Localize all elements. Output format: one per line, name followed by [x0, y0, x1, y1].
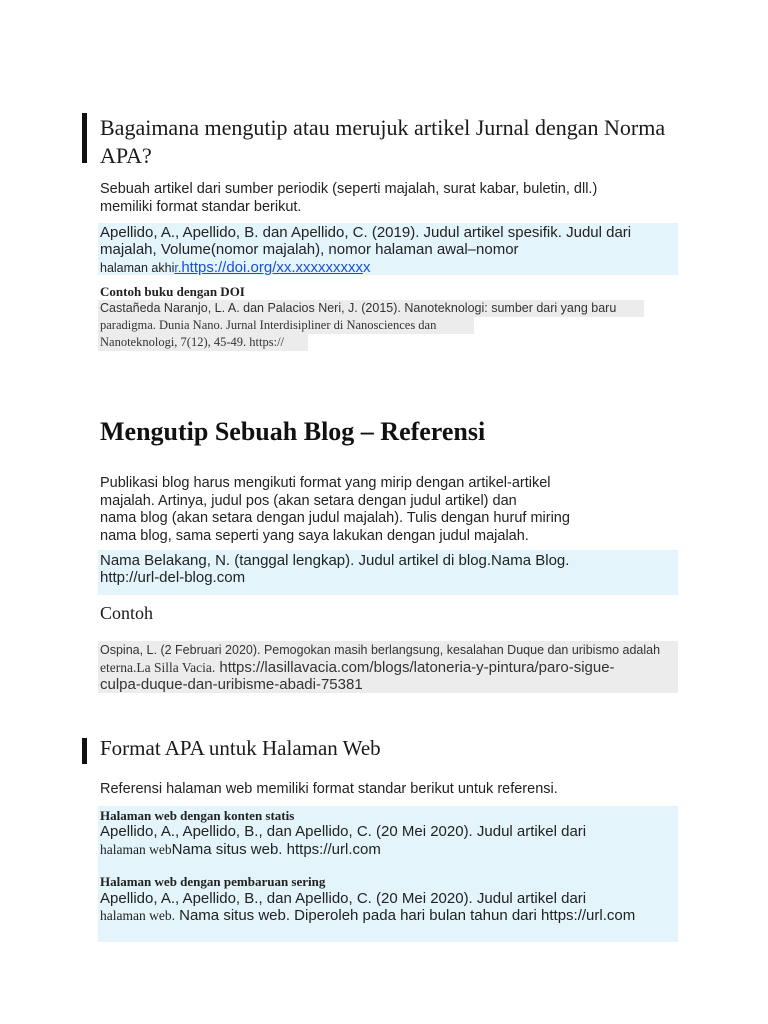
section1-heading-line1: Bagaimana mengutip atau merujuk artikel Jurnal dengan Norma: [100, 115, 666, 140]
journal-format-x: x: [363, 259, 371, 276]
blog-example-line2: [100, 659, 615, 677]
static-line1: Apellido, A., Apellido, B., dan Apellido, C. (20 Mei 2020). Judul artikel dari: [100, 823, 587, 840]
section2-intro-line1: Publikasi blog harus mengikuti format yang mirip dengan artikel-artikel: [100, 475, 551, 491]
section1-intro-line2: memiliki format standar berikut.: [100, 198, 302, 215]
static-title: Halaman web dengan konten statis: [100, 808, 295, 823]
doi-link[interactable]: https://doi.org/xx.xxxxxxxxx: [181, 259, 364, 276]
blog-example-url: https://lasillavacia.com/blogs/latoneria-y-pintura/paro-sigue-: [215, 659, 615, 676]
blog-format-line2: http://url-del-blog.com: [100, 569, 246, 586]
journal-format-line2: majalah, Volume(nomor majalah), nomor halaman awal–nomor: [100, 241, 519, 258]
blog-format-line1: Nama Belakang, N. (tanggal lengkap). Judul artikel di blog.Nama Blog.: [100, 552, 570, 569]
journal-format-line3: [100, 259, 371, 277]
blog-example-label: Contoh: [100, 603, 154, 623]
static-line2: [100, 841, 381, 859]
updated-line2-serif: halaman web.: [100, 908, 175, 923]
updated-title: Halaman web dengan pembaruan sering: [100, 874, 326, 889]
section2-heading: Mengutip Sebuah Blog – Referensi: [100, 417, 486, 446]
heading-accent-bar-2: [82, 738, 87, 764]
section1-intro-line1: Sebuah artikel dari sumber periodik (seperti majalah, surat kabar, buletin, dll.): [100, 181, 598, 197]
section2-intro-line2: majalah. Artinya, judul pos (akan setara dengan judul artikel) dan: [100, 492, 517, 509]
journal-format-line1: Apellido, A., Apellido, B. dan Apellido, C. (2019). Judul artikel spesifik. Judul dari: [100, 224, 632, 241]
doi-example-line2: paradigma. Dunia Nano. Jurnal Interdisipliner di Nanosciences dan: [100, 318, 437, 332]
doi-example-line1: Castañeda Naranjo, L. A. dan Palacios Neri, J. (2015). Nanoteknologi: sumber dari yang baru: [100, 301, 617, 315]
section3-heading: Format APA untuk Halaman Web: [100, 736, 381, 760]
journal-format-prefix: halaman akhi: [100, 261, 175, 275]
updated-line2-sans: Nama situs web. Diperoleh pada hari bulan tahun dari https://url.com: [174, 907, 636, 924]
doi-example-title: Contoh buku dengan DOI: [100, 284, 245, 299]
section1-heading-line2: APA?: [100, 143, 152, 168]
section2-intro: [100, 475, 570, 545]
heading-accent-bar: [82, 113, 87, 163]
doi-example-line3: Nanoteknologi, 7(12), 45-49. https://: [100, 335, 285, 349]
static-line2-serif: halaman web: [100, 842, 172, 857]
blog-example-line1: Ospina, L. (2 Februari 2020). Pemogokan masih berlangsung, kesalahan Duque dan uribismo adalah: [100, 643, 661, 657]
section3-intro: [100, 781, 558, 799]
blog-example-line3: culpa-duque-dan-uribisme-abadi-75381: [100, 676, 363, 693]
updated-line2: [100, 907, 635, 925]
blog-example-serif: eterna.La Silla Vacia.: [100, 660, 216, 675]
section1-heading: [100, 114, 720, 170]
journal-format-r: r.: [174, 261, 182, 275]
section3-intro-line: Referensi halaman web memiliki format standar berikut untuk referensi.: [100, 781, 558, 797]
section1-intro: [100, 181, 597, 216]
static-line2-sans: Nama situs web. https://url.com: [171, 841, 381, 858]
section2-intro-line3: nama blog (akan setara dengan judul majalah). Tulis dengan huruf miring: [100, 510, 570, 526]
updated-line1: Apellido, A., Apellido, B., dan Apellido, C. (20 Mei 2020). Judul artikel dari: [100, 890, 587, 907]
section2-intro-line4: nama blog, sama seperti yang saya lakukan dengan judul majalah.: [100, 527, 529, 544]
